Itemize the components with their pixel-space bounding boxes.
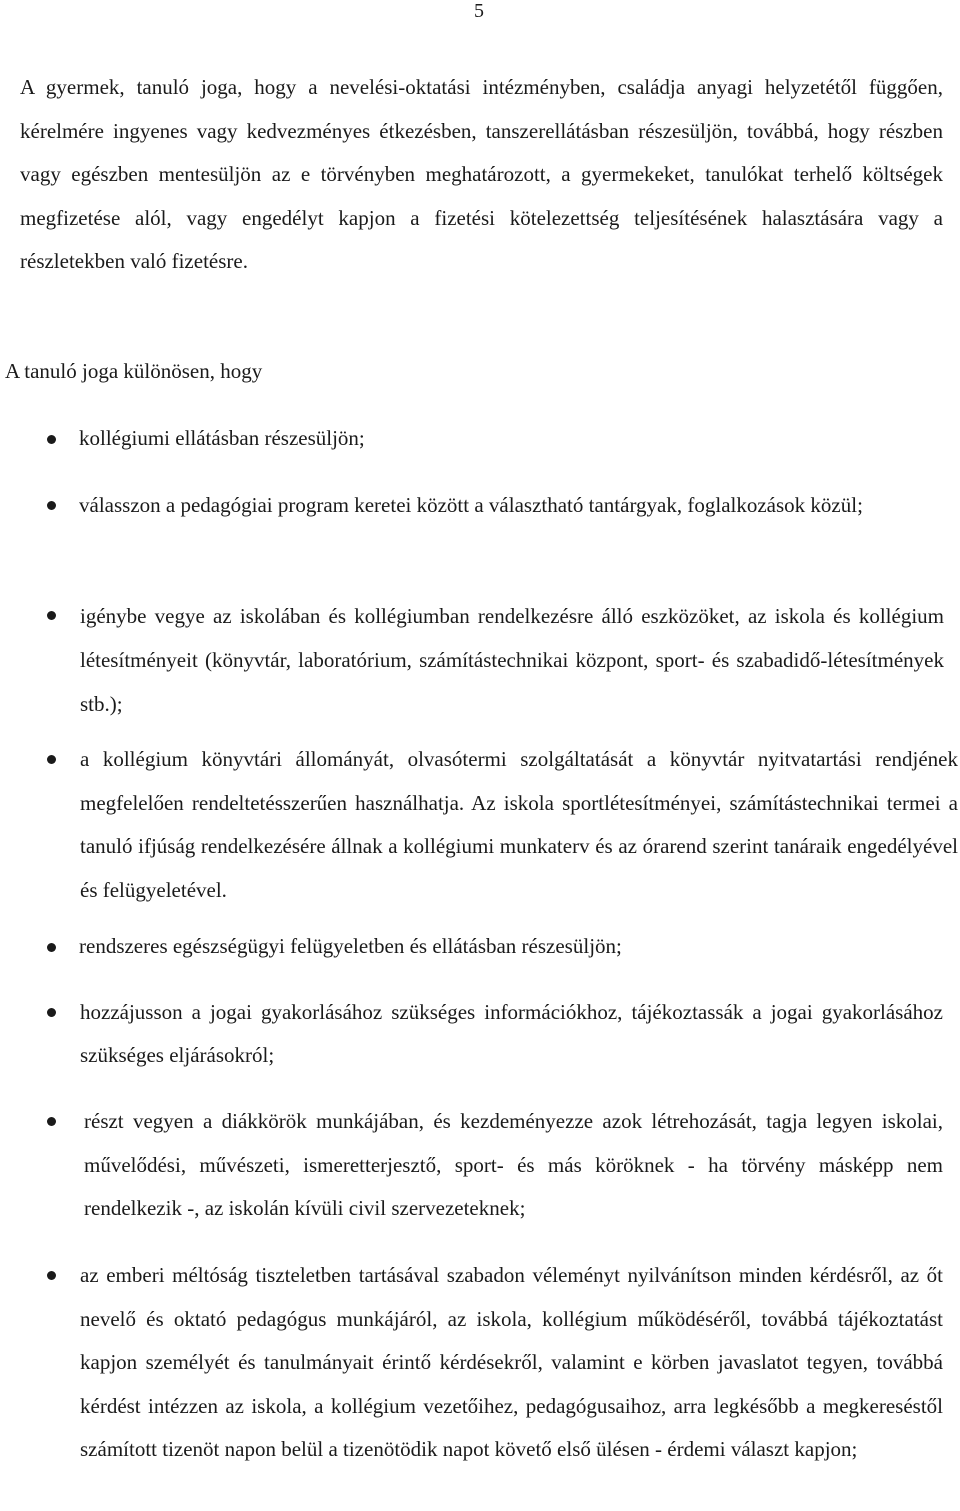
bullet-icon <box>47 943 56 952</box>
bullet-icon <box>47 501 56 510</box>
list-item-text: válasszon a pedagógiai program keretei között a választható tantárgyak, foglalkozások közül; <box>79 493 863 517</box>
list-item-text: hozzájusson a jogai gyakorlásához szükséges információkhoz, tájékoztassák a jogai gyakorlásához szükséges eljárásokról; <box>80 1000 943 1067</box>
bullet-icon <box>47 755 56 764</box>
paragraph-student-financial-rights: A gyermek, tanuló joga, hogy a nevelési-oktatási intézményben, családja anyagi helyzetétől függően, kérelmére ingyenes vagy kedvezményes étkezésben, tanszerellátásban részesüljön, továbbá, hogy részben vagy egészben mentesüljön az e törvényben meghatározott, a gyermekeket, tanulókat terhelő költségek megfizetése alól, vagy engedélyt kapjon a fizetési kötelezettség teljesítésének halasztására vagy a részletekben való fizetésre. <box>20 75 943 273</box>
list-item-text: a kollégium könyvtári állományát, olvasótermi szolgáltatását a könyvtár nyitvatartási rendjének megfelelően rendeltetésszerűen használhatja. Az iskola sportlétesítményei, számítástechnikai termei a tanuló ifjúság rendelkezésére állnak a kollégiumi munkaterv és az órarend szerint tanáraik engedélyével és felügyeletével. <box>80 747 958 902</box>
rights-list-intro: A tanuló joga különösen, hogy <box>5 359 263 383</box>
page-number: 5 <box>474 0 484 22</box>
bullet-icon <box>47 1271 56 1280</box>
bullet-icon <box>47 1008 56 1017</box>
list-item-text: az emberi méltóság tiszteletben tartásával szabadon véleményt nyilvánítson minden kérdésről, az őt nevelő és oktató pedagógus munkájáról, az iskola, kollégium működéséről, továbbá tájékoztatást kapjon személyét és tanulmányait érintő kérdésekről, valamint e körben javaslatot tegyen, továbbá kérdést intézzen az iskola, a kollégium vezetőihez, pedagógusaihoz, arra legkésőbb a megkereséstől számított tizenöt napon belül a tizenötödik napot követő első ülésen - érdemi választ kapjon; <box>80 1263 943 1461</box>
bullet-icon <box>47 435 56 444</box>
list-item-text: kollégiumi ellátásban részesüljön; <box>79 426 365 450</box>
bullet-icon <box>47 611 56 620</box>
bullet-icon <box>47 1117 56 1126</box>
list-item-text: részt vegyen a diákkörök munkájában, és kezdeményezze azok létrehozását, tagja legyen iskolai, művelődési, művészeti, ismeretterjesztő, sport- és más köröknek - ha törvény másképp nem rendelkezik -, az iskolán kívüli civil szervezeteknek; <box>84 1109 943 1220</box>
list-item-text: rendszeres egészségügyi felügyeletben és ellátásban részesüljön; <box>79 934 622 958</box>
list-item-text: igénybe vegye az iskolában és kollégiumban rendelkezésre álló eszközöket, az iskola és kollégium létesítményeit (könyvtár, laboratórium, számítástechnikai központ, sport- és szabadidő-létesítmények stb.); <box>80 604 944 716</box>
